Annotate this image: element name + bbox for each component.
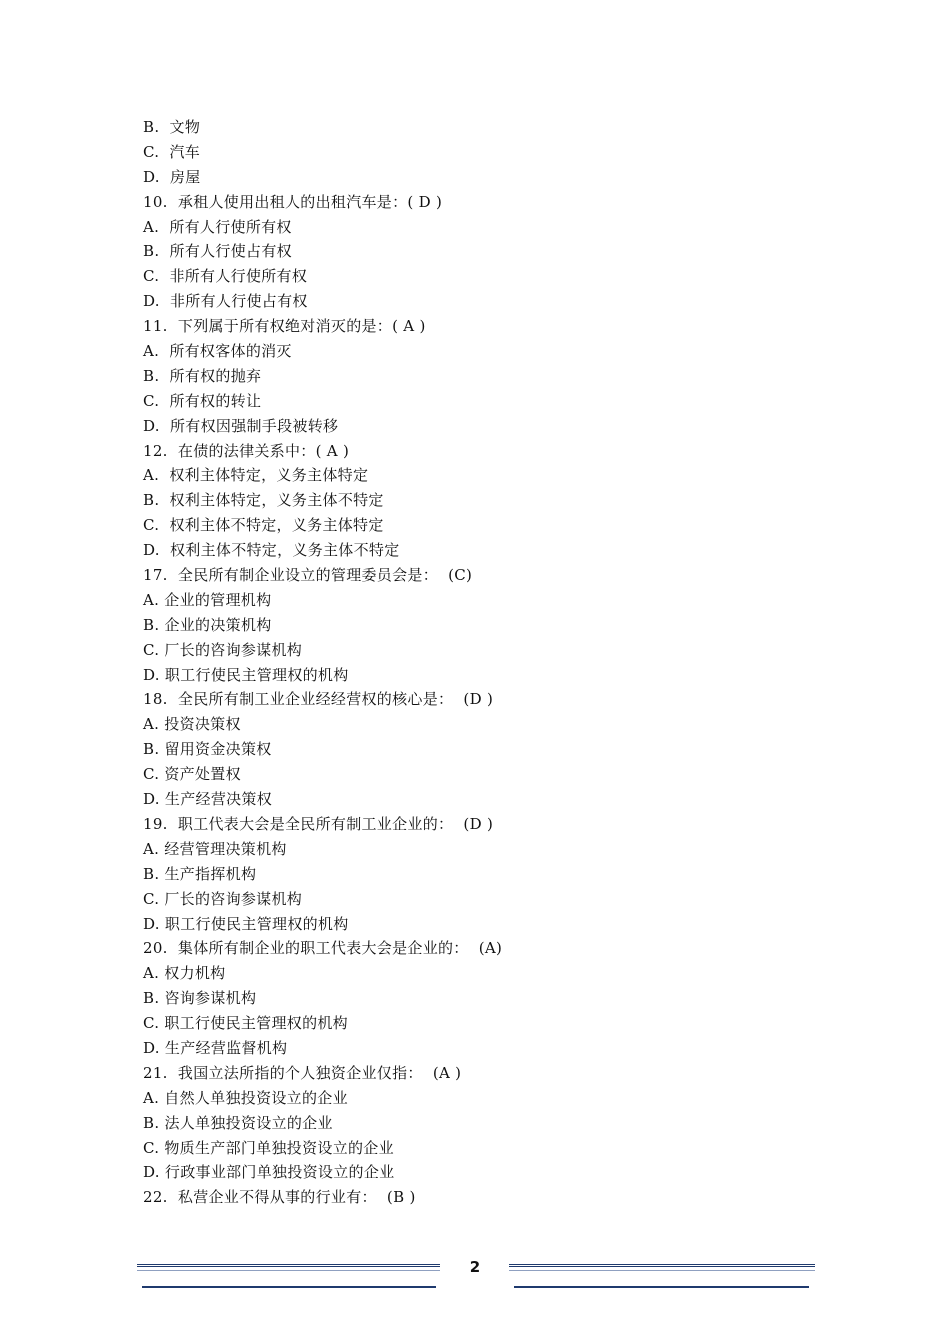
document-line: B. 企业的决策机构 <box>143 615 272 634</box>
document-line: 21. 我国立法所指的个人独资企业仅指： (A ) <box>143 1063 462 1082</box>
document-line: D. 生产经营监督机构 <box>143 1038 288 1057</box>
document-line: A. 经营管理决策机构 <box>143 839 287 858</box>
document-line: C. 资产处置权 <box>143 765 241 784</box>
page-number: 2 <box>469 1258 496 1276</box>
document-line: D. 所有权因强制手段被转移 <box>143 416 339 435</box>
document-line: 20. 集体所有制企业的职工代表大会是企业的： (A) <box>143 939 503 958</box>
document-line: C. 厂长的咨询参谋机构 <box>143 640 303 659</box>
document-line: A. 投资决策权 <box>143 715 241 734</box>
document-line: B. 文物 <box>143 118 201 136</box>
document-line: C. 非所有人行使所有权 <box>143 267 308 286</box>
document-line: D. 行政事业部门单独投资设立的企业 <box>143 1163 395 1182</box>
document-line: 12. 在债的法律关系中：( A ) <box>143 441 350 460</box>
document-line: 11. 下列属于所有权绝对消灭的是：( A ) <box>143 317 426 336</box>
document-line: C. 汽车 <box>143 142 201 161</box>
document-line: A. 权利主体特定，义务主体特定 <box>143 466 369 485</box>
document-line: C. 厂长的咨询参谋机构 <box>143 889 303 908</box>
document-line: D. 生产经营决策权 <box>143 790 273 809</box>
document-line: A. 所有权客体的消灭 <box>143 342 292 361</box>
document-line: C. 权利主体不特定，义务主体特定 <box>143 516 384 535</box>
document-line: D. 职工行使民主管理权的机构 <box>143 665 349 684</box>
document-line: B. 权利主体特定，义务主体不特定 <box>143 491 384 510</box>
document-body <box>143 115 843 1210</box>
footer-rule-right-bottom <box>514 1286 809 1288</box>
document-line: 10. 承租人使用出租人的出租汽车是：( D ) <box>143 192 443 211</box>
document-line: 17. 全民所有制企业设立的管理委员会是： (C) <box>143 566 473 585</box>
document-line: B. 所有权的抛弃 <box>143 366 262 385</box>
footer-rule-right-thin <box>509 1270 815 1271</box>
document-line: B. 咨询参谋机构 <box>143 989 257 1008</box>
page-footer <box>0 1255 950 1295</box>
document-line: D. 权利主体不特定，义务主体不特定 <box>143 541 400 560</box>
document-line: B. 留用资金决策权 <box>143 740 272 759</box>
document-line: B. 生产指挥机构 <box>143 864 257 883</box>
document-line: B. 法人单独投资设立的企业 <box>143 1113 333 1132</box>
footer-rule-left-bottom <box>142 1286 436 1288</box>
document-line: A. 企业的管理机构 <box>143 590 272 609</box>
document-line: A. 权力机构 <box>143 964 226 983</box>
document-line: C. 物质生产部门单独投资设立的企业 <box>143 1138 394 1157</box>
document-line: A. 所有人行使所有权 <box>143 217 292 236</box>
document-line: C. 所有权的转让 <box>143 391 262 410</box>
document-line: C. 职工行使民主管理权的机构 <box>143 1014 348 1033</box>
document-line: D. 房屋 <box>143 167 201 186</box>
document-line: 22. 私营企业不得从事的行业有： (B ) <box>143 1188 416 1207</box>
document-line: 18. 全民所有制工业企业经经营权的核心是： (D ) <box>143 690 494 709</box>
document-line: D. 非所有人行使占有权 <box>143 292 308 311</box>
footer-rule-left-thin <box>137 1270 440 1271</box>
document-line: B. 所有人行使占有权 <box>143 242 292 261</box>
document-line: 19. 职工代表大会是全民所有制工业企业的： (D ) <box>143 814 494 833</box>
document-line: A. 自然人单独投资设立的企业 <box>143 1088 348 1107</box>
document-line: D. 职工行使民主管理权的机构 <box>143 914 349 933</box>
